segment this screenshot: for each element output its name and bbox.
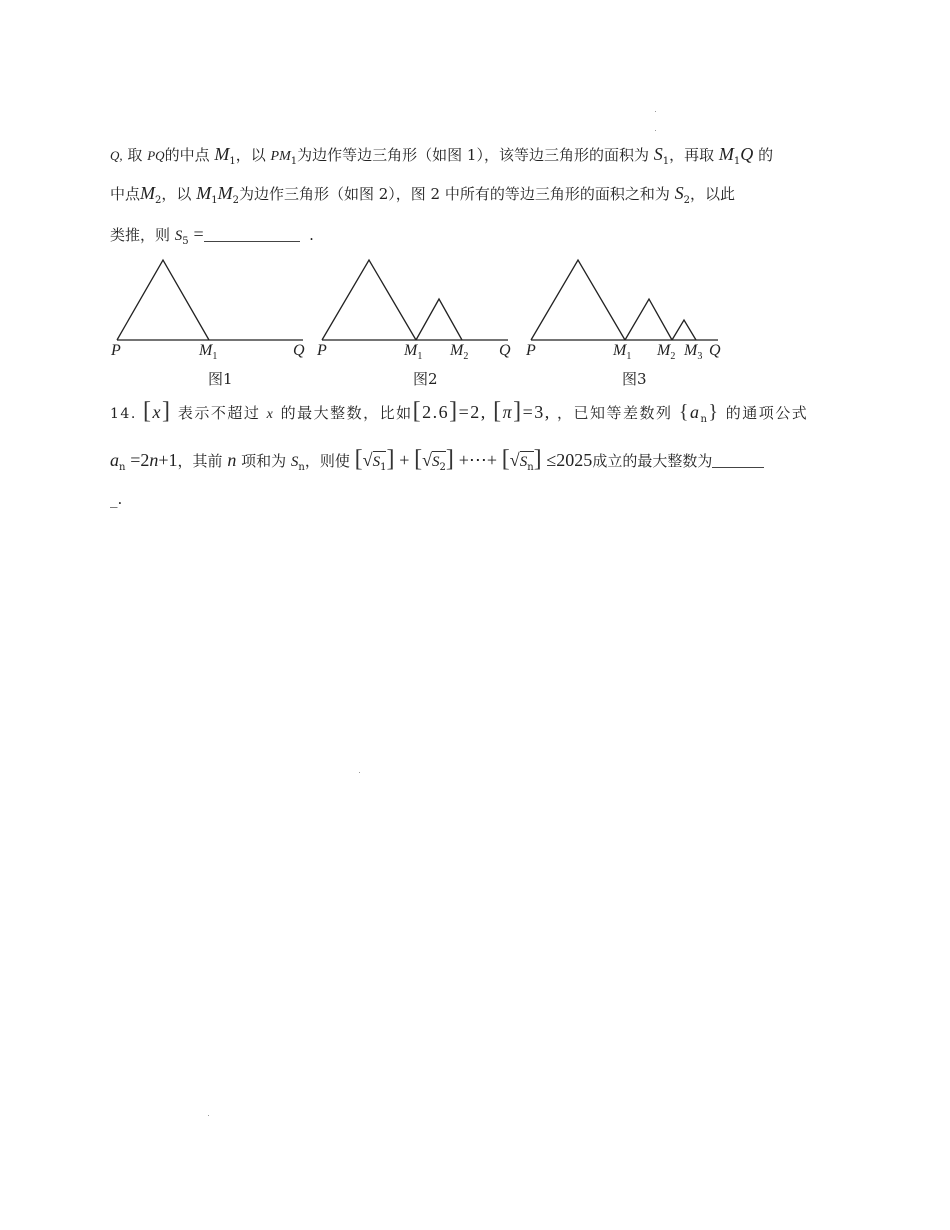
math-sub: 2 bbox=[463, 351, 469, 362]
math-sub: 1 bbox=[626, 351, 632, 362]
math-sub: 2 bbox=[232, 195, 239, 206]
math-sub: 3 bbox=[697, 351, 703, 362]
math-var: M bbox=[718, 144, 734, 164]
math-var: M bbox=[214, 144, 230, 164]
math-var: a bbox=[689, 402, 701, 422]
text: 的 bbox=[758, 146, 774, 164]
math-expr: =2 bbox=[130, 450, 150, 470]
fig3-label-m: M bbox=[684, 342, 698, 359]
answer-blank[interactable] bbox=[712, 466, 764, 468]
fig3-label-m1 bbox=[613, 342, 631, 362]
text: 的最大整数，比如 bbox=[280, 404, 413, 422]
bracket: ] bbox=[386, 446, 395, 472]
fig2-triangle-1 bbox=[322, 260, 416, 340]
fig1-label-m1 bbox=[199, 342, 217, 362]
fig2-triangle-2 bbox=[416, 299, 462, 340]
math-var: S bbox=[372, 454, 381, 470]
bracket: ] bbox=[449, 398, 459, 424]
math-var: π bbox=[502, 402, 514, 422]
text: 表示不超过 bbox=[177, 404, 261, 422]
math-sub: n bbox=[700, 414, 709, 425]
text: ，以此 bbox=[690, 185, 736, 203]
scan-speck bbox=[655, 130, 656, 131]
math-expr: =3, bbox=[522, 402, 551, 422]
math-var: M bbox=[196, 183, 212, 203]
scan-speck bbox=[655, 111, 656, 112]
math-sub: 1 bbox=[733, 156, 741, 167]
text: 成立的最大整数为 bbox=[592, 452, 713, 470]
text: ，以 bbox=[161, 185, 192, 203]
text: 类推，则 bbox=[110, 226, 171, 244]
fig1-caption: 图1 bbox=[208, 370, 233, 388]
math-sub: n bbox=[527, 462, 534, 473]
radicand bbox=[372, 451, 387, 473]
math-var: S bbox=[174, 228, 183, 244]
radicand bbox=[432, 451, 446, 473]
fig3-label-m: M bbox=[613, 342, 627, 359]
fig2-label-m1 bbox=[404, 342, 422, 362]
text: _. bbox=[110, 490, 123, 508]
math-sub: 2 bbox=[670, 351, 676, 362]
fig3-triangle-2 bbox=[625, 299, 672, 340]
math-sub: 1 bbox=[662, 156, 670, 167]
question-number: 14. bbox=[110, 406, 137, 422]
text: 为边作三角形（如图 2），图 2 中所有的等边三角形的面积之和为 bbox=[238, 185, 670, 203]
math-num: 2.6 bbox=[422, 402, 450, 422]
text: 项和为 bbox=[241, 452, 287, 470]
q14-line-1 bbox=[110, 398, 840, 425]
math-sub: n bbox=[119, 462, 126, 473]
math-sub: 1 bbox=[229, 156, 236, 167]
text: PQ bbox=[147, 148, 165, 163]
math-var: n bbox=[227, 450, 237, 470]
math-expr: =2, bbox=[458, 402, 487, 422]
fig2-caption: 图2 bbox=[413, 370, 438, 388]
fig3-label-m: M bbox=[657, 342, 671, 359]
text: 中点 bbox=[110, 185, 141, 203]
math-op: + bbox=[399, 450, 410, 470]
q14-line-3 bbox=[110, 490, 840, 508]
fig3-triangle-3 bbox=[672, 320, 696, 340]
figure-1-drawing bbox=[117, 260, 303, 340]
math-sub: 2 bbox=[439, 462, 446, 473]
answer-blank[interactable] bbox=[204, 240, 300, 242]
fig3-triangle-1 bbox=[531, 260, 625, 340]
fig1-label-p: P bbox=[111, 342, 121, 359]
math-sub: n bbox=[298, 462, 305, 473]
math-var: x bbox=[266, 407, 275, 422]
brace: } bbox=[708, 401, 720, 423]
fig3-label-p: P bbox=[526, 342, 536, 359]
fig2-label-m: M bbox=[450, 342, 464, 359]
q13-line-2 bbox=[110, 183, 840, 206]
text: 为边作等边三角形（如图 1），该等边三角形的面积为 bbox=[297, 146, 649, 164]
math-var: M bbox=[217, 183, 233, 203]
text: Q, bbox=[110, 148, 123, 163]
sqrt-sign: √ bbox=[362, 450, 373, 470]
math-op: = bbox=[193, 224, 204, 244]
math-expr: ≤2025 bbox=[546, 450, 593, 470]
fig3-caption: 图3 bbox=[622, 370, 647, 388]
math-sub: 1 bbox=[380, 462, 387, 473]
fig1-label-m: M bbox=[199, 342, 213, 359]
math-var: n bbox=[149, 450, 159, 470]
text: ，已知等差数列 bbox=[557, 404, 673, 422]
scan-speck bbox=[359, 772, 360, 773]
math-var: S bbox=[653, 144, 663, 164]
fig2-label-m2 bbox=[450, 342, 468, 362]
math-sub: 2 bbox=[683, 195, 690, 206]
bracket: ] bbox=[533, 446, 542, 472]
fig3-label-q: Q bbox=[709, 342, 721, 359]
fig2-label-p: P bbox=[317, 342, 327, 359]
bracket: [ bbox=[493, 398, 503, 424]
scan-speck bbox=[208, 1115, 209, 1116]
math-var: S bbox=[432, 454, 440, 470]
bracket: [ bbox=[143, 398, 153, 424]
sqrt-sign: √ bbox=[509, 450, 520, 470]
fig2-label-m: M bbox=[404, 342, 418, 359]
bracket: ] bbox=[513, 398, 523, 424]
text: ，以 bbox=[235, 146, 266, 164]
math-var: S bbox=[519, 454, 528, 470]
q14-line-2 bbox=[110, 446, 840, 473]
math-var: Q bbox=[740, 144, 754, 164]
fig1-label-q: Q bbox=[293, 342, 305, 359]
text: . bbox=[309, 226, 314, 244]
q13-line-3 bbox=[110, 224, 840, 247]
figure-3-drawing bbox=[531, 260, 718, 340]
text: 的通项公式 bbox=[725, 404, 809, 422]
math-sub: 1 bbox=[212, 351, 218, 362]
bracket: [ bbox=[501, 446, 510, 472]
brace: { bbox=[678, 401, 690, 423]
bracket: ] bbox=[162, 398, 172, 424]
math-var: S bbox=[290, 454, 299, 470]
bracket: [ bbox=[354, 446, 363, 472]
fig1-triangle bbox=[117, 260, 209, 340]
fig3-label-m2 bbox=[657, 342, 675, 362]
bracket: [ bbox=[414, 446, 423, 472]
text: 取 bbox=[127, 146, 143, 164]
radicand bbox=[519, 451, 534, 473]
q13-line-1 bbox=[110, 144, 840, 167]
text: 的中点 bbox=[164, 146, 210, 164]
bracket: [ bbox=[412, 398, 423, 424]
fig3-label-m3 bbox=[684, 342, 702, 362]
math-expr: +1 bbox=[158, 450, 178, 470]
math-var: S bbox=[674, 183, 684, 203]
figure-2-drawing bbox=[322, 260, 508, 340]
math-sub: 1 bbox=[290, 156, 298, 167]
bracket: ] bbox=[445, 446, 454, 472]
math-var: M bbox=[140, 183, 156, 203]
math-var: x bbox=[152, 402, 163, 422]
text: ，其前 bbox=[177, 452, 223, 470]
text: ，则使 bbox=[304, 452, 350, 470]
math-sub: 1 bbox=[211, 195, 218, 206]
math-sub: 1 bbox=[417, 351, 423, 362]
math-var: a bbox=[110, 450, 119, 470]
math-sub: 2 bbox=[155, 195, 162, 206]
sqrt-sign: √ bbox=[422, 450, 433, 470]
math-var: PM bbox=[270, 149, 291, 164]
math-op: +⋯+ bbox=[458, 450, 498, 470]
math-sub: 5 bbox=[182, 236, 189, 247]
figures-svg bbox=[0, 250, 950, 400]
fig2-label-q: Q bbox=[499, 342, 511, 359]
text: ，再取 bbox=[669, 146, 715, 164]
